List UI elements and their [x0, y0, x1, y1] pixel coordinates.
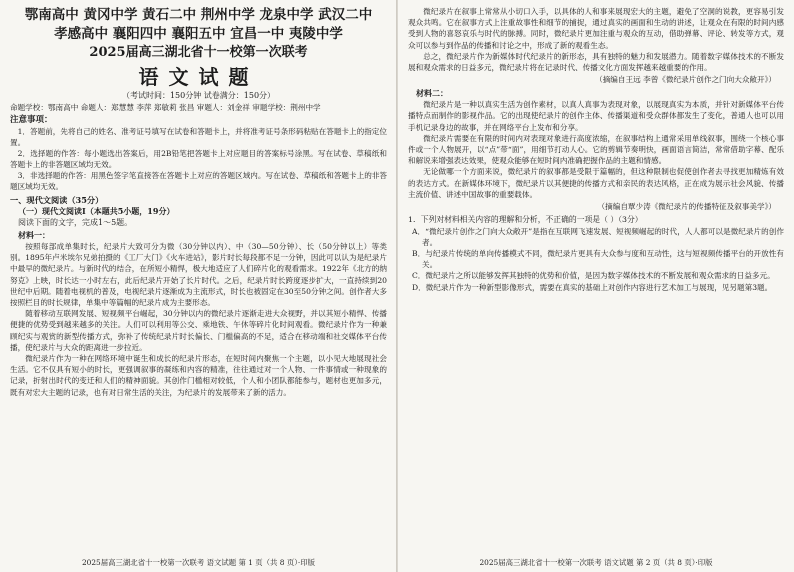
- page-footer: 2025届高三湖北省十一校第一次联考 语文试题 第 1 页（共 8 页）·印版: [81, 558, 316, 567]
- staff-line: 命题学校：鄂南高中 命题人：郑慧慧 李萍 郑敏莉 张昌 审题人：刘金祥 审题学校：荆州中学: [10, 103, 321, 112]
- answer-option-a: A．“微纪录片创作之门向大众敞开”是指在互联网飞速发展、短视频崛起的时代，人人都可以是微纪录片的创作者。: [412, 226, 784, 247]
- school-list-line-1: 鄂南高中 黄冈中学 黄石二中 荆州中学 龙泉中学 武汉二中: [24, 7, 373, 23]
- exam-title: 2025届高三湖北省十一校第一次联考: [89, 45, 308, 60]
- source-citation: （摘编自王远 李曾《微纪录片创作之门向大众敞开》）: [595, 75, 776, 85]
- note-item: 2．选择题的作答：每小题选出答案后，用2B铅笔把答题卡上对应题目的答案标号涂黑。写在试卷、草稿纸和答题卡上的非答题区域均无效。: [10, 149, 387, 169]
- exam-time-info: （考试时间：150分钟 试卷满分：150分）: [121, 91, 276, 100]
- notes-title: 注意事项：: [10, 115, 53, 125]
- passage-paragraph: 微纪录片需要在有限的时间内对表现对象进行高度浓缩，在叙事结构上通常采用单线叙事，围绕一个核心事件或一个人物展开，以“点”带“面”，用细节打动人心。它的剪辑节奏明快，画面语言简洁，常常借助字幕、配乐和解说来增强表达效果，使观众能够在短时间内准确把握作品的主题和情感。: [408, 133, 784, 166]
- answer-option-b: B．与纪录片传统的单向传播模式不同，微纪录片更具有大众参与度和互动性，这与短视频传播平台的开放性有关。: [412, 248, 784, 270]
- passage-paragraph: 随着移动互联网发展、短视频平台崛起，30分钟以内的微纪录片逐渐走进大众视野，并以其短小精悍、传播便捷的优势受到越来越多的关注。人们可以利用等公交、乘地铁、午休等碎片化时间观看。微纪录片作为一种兼顾纪实与观赏的新型传播方式，弥补了传统纪录片时长偏长、门槛偏高的不足，适合在移动端和社交媒体平台传播，使纪录片与大众的距离进一步拉近。: [10, 309, 387, 352]
- source-citation: （摘编自覃少涛《微纪录片的传播特征及叙事美学》）: [597, 202, 776, 212]
- note-item: 3．非选择题的作答：用黑色签字笔直接答在答题卡上对应的答题区域内。写在试卷、草稿纸和答题卡上的非答题区域均无效。: [10, 171, 387, 191]
- material-2-label: 材料二：: [416, 88, 448, 99]
- passage-paragraph: 微纪录片在叙事上常常从小切口入手，以具体的人和事来展现宏大的主题，避免了空洞的说教，更容易引发观众共鸣。它在叙事方式上注重故事性和细节的捕捉，通过真实的画面和生动的讲述，让观众在有限的时间内感受到人物的喜怒哀乐与时代的脉搏。同时，微纪录片更加注重与观众的互动，借助弹幕、评论、转发等方式，观众可以参与到作品的传播和讨论之中，形成了新的观看生态。: [408, 7, 784, 50]
- reading-instruction: 阅读下面的文字，完成1～5题。: [18, 218, 133, 227]
- passage-paragraph: 无论做哪一个方面来说，微纪录片的叙事都是受限于篇幅的，但这种限制也促使创作者去寻找更加精炼有效的表达方式。在新媒体环境下，微纪录片以其便捷的传播方式和亲民的表达风格，正在成为展示社会风貌、传播主流价值、讲述中国故事的重要载体。: [408, 167, 784, 199]
- answer-option-c: C．微纪录片之所以能够发挥其独特的优势和价值，是因为数字媒体技术的不断发展和观众需求的日益多元。: [412, 271, 775, 281]
- passage-paragraph: 按照每部成单集时长，纪录片大致可分为微（30分钟以内）、中（30—50分钟）、长（50分钟以上）等类别。1895年卢米埃尔兄弟拍摄的《工厂大门》《火车进站》，影片时长每段都不足一分钟，因此可以认为是纪录片中最早的微纪录片。与新时代的结合，在所短小精悍，极大地适应了人们碎片化的观看需求。1922年《北方的纳努克》上映，时长达一小时左右，此后纪录片开始了长片时代。之后，纪录片时长跨度逐步扩大，一直持续到20世纪中后期。随着电视机的普及，电视纪录片逐渐成为主流形式，时长也被固定在30至50分钟之间。创作者大多按照栏目的时长规律，单集中等篇幅的纪录片成为主要形态。: [10, 242, 387, 308]
- question-1-stem: 1．下列对材料相关内容的理解和分析，不正确的一项是（ ）（3分）: [408, 215, 643, 225]
- passage-paragraph: 微纪录片作为一种在网络环境中诞生和成长的纪录片形态，在短时间内聚焦一个主题，以小见大地展现社会生活。它不仅具有短小的时长，更强调叙事的凝练和内容的精准，往往通过对一个人物、一件事情或一种现象的记录，折射出时代的变迁和人们的精神面貌。其创作门槛相对较低，个人和小团队都能参与，题材也更加多元，既有对宏大主题的记录，也有对日常生活的关注，为纪录片的发展带来了新的活力。: [10, 354, 387, 397]
- page-footer: 2025届高三湖北省十一校第一次联考 语文试题 第 2 页（共 8 页）·印版: [479, 558, 713, 567]
- section-title: 一、现代文阅读（35分）: [10, 195, 104, 205]
- note-item: 1．答题前，先将自己的姓名、准考证号填写在试卷和答题卡上，并将准考证号条形码粘贴在答题卡上的指定位置。: [10, 127, 387, 147]
- passage-paragraph: 微纪录片是一种以真实生活为创作素材，以真人真事为表现对象，以展现真实为本质，并针对新媒体平台传播特点而制作的影视作品。它的出现使纪录片的创作主体、传播渠道和受众群体都发生了变化，普通人也可以用手机记录身边的故事，并在网络平台上发布和分享。: [408, 100, 784, 132]
- material-1-label: 材料一：: [18, 230, 50, 240]
- school-list-line-2: 孝感高中 襄阳四中 襄阳五中 宜昌一中 夷陵中学: [54, 26, 343, 42]
- subject-title: 语文试题: [138, 65, 259, 89]
- page-2: [397, 0, 794, 572]
- passage-paragraph: 总之，微纪录片作为新媒体时代纪录片的新形态，具有独特的魅力和发展潜力。随着数字媒体技术的不断发展和观众需求的日益多元，微纪录片将在记录时代、传播文化方面发挥越来越重要的作用。: [408, 51, 784, 73]
- answer-option-d: D．微纪录片作为一种新型影像形式，需要在真实的基础上对创作内容进行艺术加工与展现，见另题第3题。: [412, 282, 773, 292]
- subsection-title: （一）现代文阅读Ⅰ（本题共5小题，19分）: [18, 206, 175, 216]
